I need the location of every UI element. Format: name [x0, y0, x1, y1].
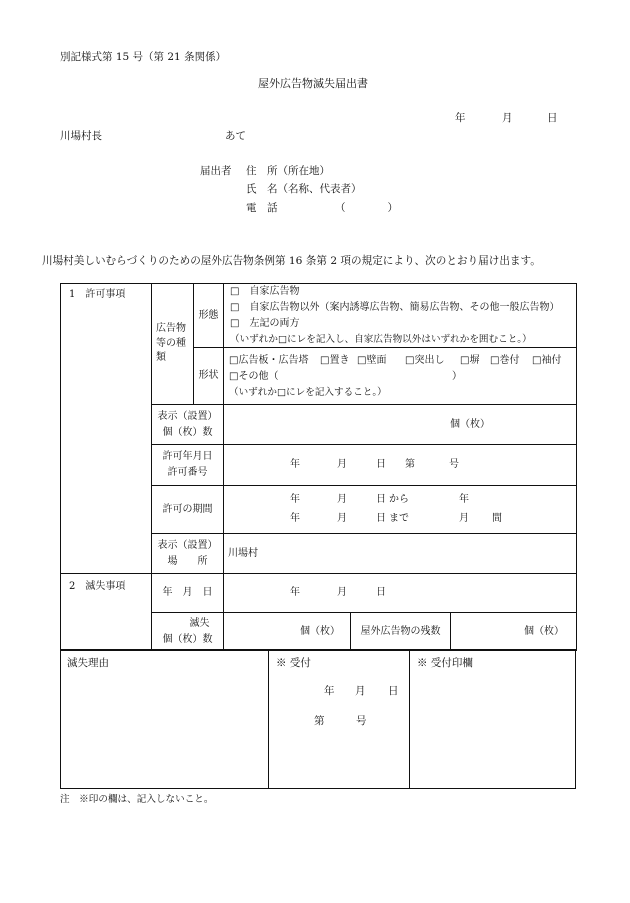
- period-from-day: 日: [376, 494, 386, 505]
- receipt-label: ※ 受付: [276, 657, 311, 669]
- loss-count-label-cell: [152, 613, 224, 651]
- remaining-value-cell[interactable]: [451, 613, 577, 651]
- permit-go: 号: [449, 459, 459, 470]
- statement: 川場村美しいむらづくりのための屋外広告物条例第 16 条第 2 項の規定により、次のとおり届け出ます。: [42, 255, 541, 267]
- shape-option-wrap[interactable]: □巻付: [490, 355, 520, 366]
- form-table: [60, 283, 577, 651]
- count-label-2: 個（枚）数: [162, 426, 213, 438]
- receipt-dai: 第: [314, 715, 325, 727]
- date-month-label: 月: [502, 112, 513, 124]
- receipt-box: [268, 650, 410, 788]
- period-to-month: 月: [337, 513, 347, 524]
- period-to-year: 年: [290, 513, 300, 524]
- period-kan: 間: [492, 513, 502, 524]
- period-from-year: 年: [290, 494, 300, 505]
- count-label-1: 表示（設置）: [157, 410, 218, 422]
- permit-date-label: 許可年月日: [162, 451, 213, 462]
- form-options-cell[interactable]: [224, 284, 577, 348]
- permit-value-cell[interactable]: [224, 445, 577, 486]
- footnote: 注 ※印の欄は、記入しないこと。: [60, 794, 214, 805]
- loss-date-label: 年 月 日: [162, 587, 213, 598]
- section2-cell: [61, 574, 152, 651]
- place-label-2: 場 所: [167, 555, 208, 567]
- period-from-month: 月: [337, 494, 347, 505]
- count-value-cell[interactable]: [224, 405, 577, 445]
- loss-count-label-2: 個（枚）数: [162, 633, 213, 645]
- loss-count-label-1: 滅失: [189, 617, 210, 629]
- loss-count-unit: 個（枚）: [300, 625, 340, 637]
- shape-option-wall[interactable]: □壁面: [357, 355, 387, 366]
- period-to: まで: [389, 513, 409, 524]
- receipt-day: 日: [388, 685, 399, 697]
- permit-day: 日: [376, 459, 386, 470]
- shape-option-placed[interactable]: □置き: [320, 355, 350, 366]
- shape-label: 形状: [198, 370, 219, 381]
- loss-date-value-cell[interactable]: [224, 574, 577, 613]
- count-label-cell: [152, 405, 224, 445]
- form-option-both[interactable]: □ 左記の両方: [230, 317, 300, 329]
- loss-date-label-cell: [152, 574, 224, 613]
- name-label[interactable]: 氏 名（名称、代表者）: [246, 183, 362, 195]
- form-label-cell: [194, 284, 224, 348]
- loss-count-value-cell[interactable]: [224, 613, 351, 651]
- form-number: 別記様式第 15 号（第 21 条関係）: [60, 51, 227, 63]
- stamp-label: ※ 受付印欄: [417, 657, 473, 669]
- phone-parens[interactable]: （ ）: [335, 202, 398, 214]
- shape-note: （いずれか□にレを記入すること。）: [229, 387, 387, 398]
- shape-option-other[interactable]: □その他（: [229, 371, 279, 382]
- shape-option-sleeve[interactable]: □袖付: [532, 355, 562, 366]
- shape-option-board[interactable]: □広告板・広告塔: [229, 355, 309, 366]
- receipt-go: 号: [356, 715, 367, 727]
- remaining-unit: 個（枚）: [524, 625, 564, 637]
- shape-option-projecting[interactable]: □突出し: [405, 355, 445, 366]
- date-year-label: 年: [455, 112, 466, 124]
- applicant-label: 届出者: [200, 165, 232, 177]
- period-from: から: [389, 494, 409, 505]
- section1-cell: [61, 284, 152, 574]
- reason-label: 滅失理由: [67, 657, 109, 669]
- ad-type-label: 広告物等の種類: [156, 323, 186, 364]
- permit-dai: 第: [405, 459, 415, 470]
- receipt-month: 月: [355, 685, 366, 697]
- shape-options-cell[interactable]: [224, 348, 577, 405]
- form-label: 形態: [198, 309, 219, 321]
- reason-box[interactable]: [61, 650, 269, 788]
- period-years: 年: [459, 494, 469, 505]
- loss-month: 月: [337, 587, 347, 598]
- receipt-year: 年: [324, 685, 335, 697]
- permit-number-label: 許可番号: [167, 467, 208, 478]
- permit-label-cell: [152, 445, 224, 486]
- count-unit: 個（枚）: [450, 418, 490, 430]
- form-option-other[interactable]: □ 自家広告物以外（案内誘導広告物、簡易広告物、その他一般広告物）: [230, 301, 560, 313]
- address-label[interactable]: 住 所（所在地）: [246, 165, 330, 177]
- place-value: 川場村: [228, 547, 258, 559]
- phone-label[interactable]: 電 話: [246, 202, 278, 214]
- document-title: 屋外広告物滅失届出書: [258, 77, 368, 90]
- section1-label: 1 許可事項: [69, 289, 126, 300]
- period-label-cell: [152, 486, 224, 534]
- shape-label-cell: [194, 348, 224, 405]
- place-label-cell: [152, 534, 224, 574]
- shape-option-fence[interactable]: □塀: [460, 355, 480, 366]
- shape-other-close: ）: [452, 371, 462, 382]
- date-day-label: 日: [547, 112, 558, 124]
- remaining-label: 屋外広告物の残数: [360, 625, 441, 637]
- loss-year: 年: [290, 587, 300, 598]
- permit-month: 月: [337, 459, 347, 470]
- period-label: 許可の期間: [162, 503, 213, 515]
- period-value-cell[interactable]: [224, 486, 577, 534]
- remaining-label-cell: [351, 613, 451, 651]
- loss-day: 日: [376, 587, 386, 598]
- permit-year: 年: [290, 459, 300, 470]
- addressee: 川場村長: [60, 130, 102, 142]
- place-label-1: 表示（設置）: [157, 539, 218, 551]
- lower-section: [60, 649, 576, 789]
- ad-type-label-cell: [152, 284, 194, 405]
- form-option-own[interactable]: □ 自家広告物: [230, 285, 300, 297]
- period-months: 月: [459, 513, 469, 524]
- period-to-day: 日: [376, 513, 386, 524]
- form-note: （いずれか□にレを記入し、自家広告物以外はいずれかを囲むこと。）: [230, 333, 532, 345]
- place-value-cell[interactable]: [224, 534, 577, 574]
- addressee-suffix: あて: [225, 130, 246, 142]
- section2-label: 2 滅失事項: [69, 581, 126, 592]
